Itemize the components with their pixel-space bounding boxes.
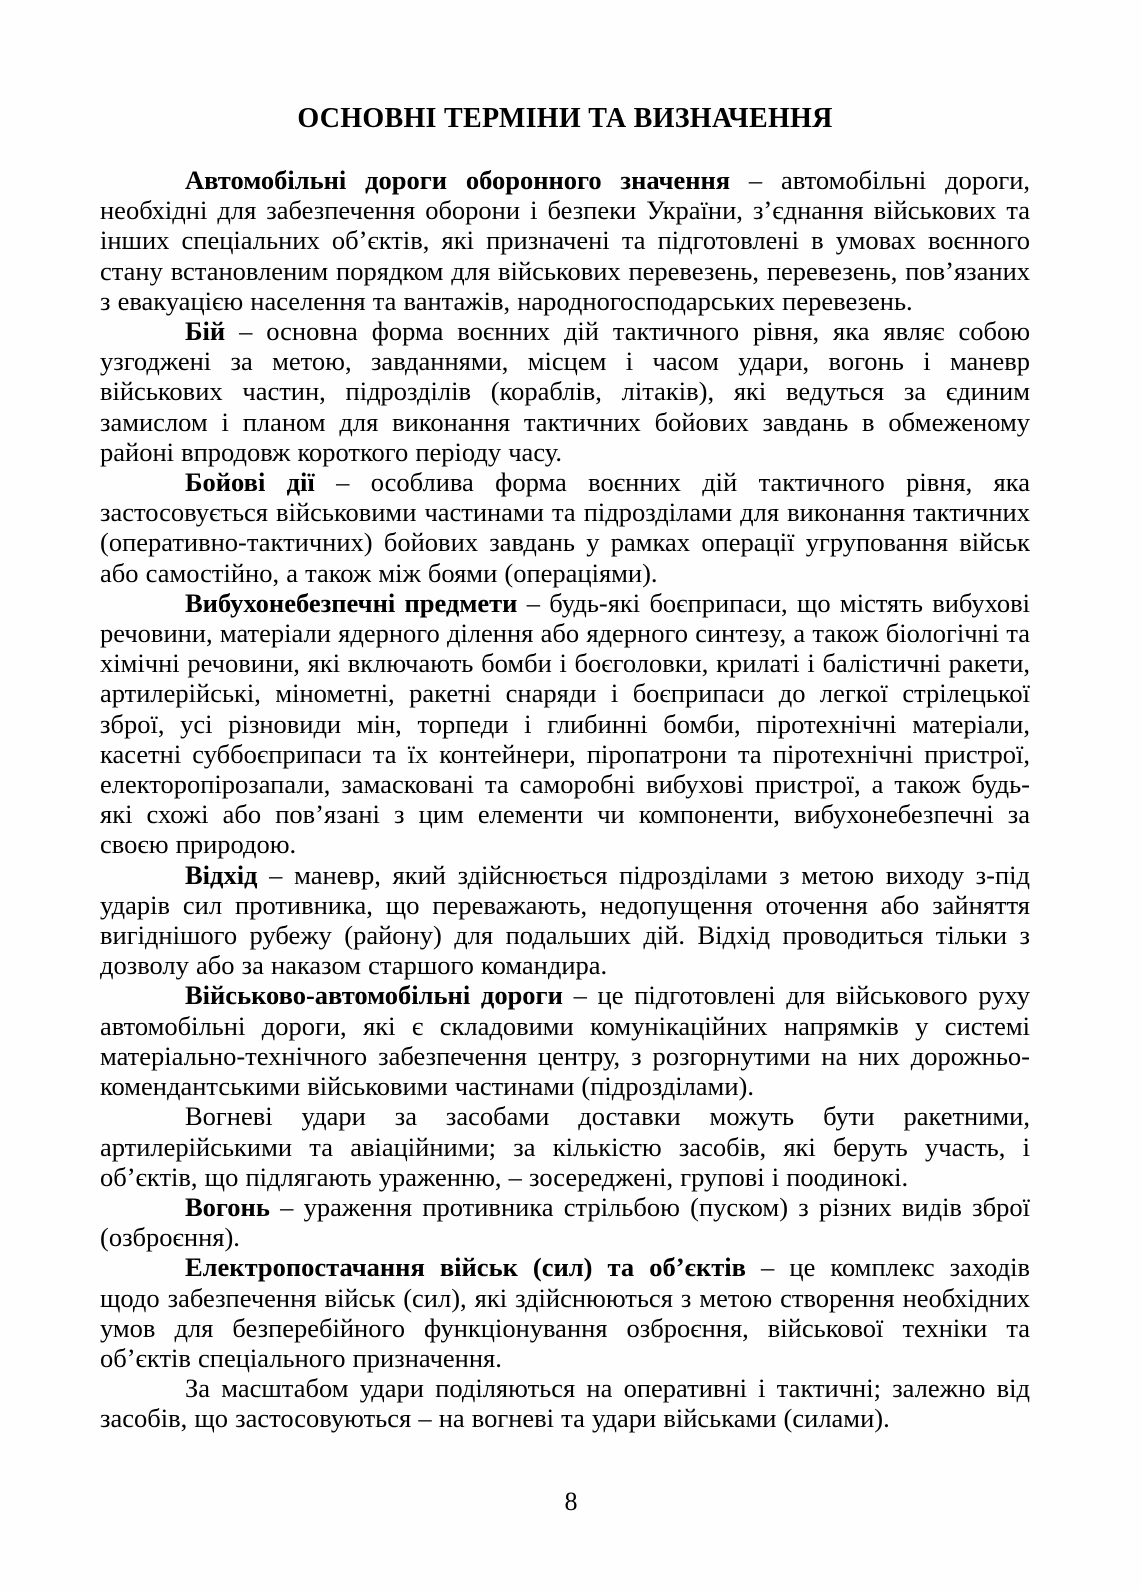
paragraph-fire (100, 1192, 1030, 1252)
paragraph-auto-roads (100, 165, 1030, 316)
page-title: ОСНОВНІ ТЕРМІНИ ТА ВИЗНАЧЕННЯ (297, 103, 833, 134)
paragraph-military-auto-roads (100, 980, 1030, 1101)
paragraph-battle (100, 316, 1030, 467)
term-label: Вибухонебезпечні предмети (185, 587, 518, 618)
term-label: Бій (185, 316, 226, 347)
term-definition: – маневр, який здійснюється підрозділами з метою виходу з-під ударів сил противника, що переважають, недопущення оточення або зайняття вигіднішого рубежу (району) для подальших дій. Відхід проводиться тільки з дозволу або за наказом старшого командира. (100, 859, 1030, 981)
term-label: Відхід (185, 859, 258, 890)
paragraph-withdrawal (100, 860, 1030, 981)
page-number: 8 (564, 1487, 578, 1516)
paragraph-explosive-objects (100, 588, 1030, 860)
term-definition: Вогневі удари за засобами доставки можуть бути ракетними, артилерійськими та авіаційними; за кількістю засобів, які беруть участь, і об’єктів, що підлягають ураженню, – зосереджені, групові і поодинокі. (100, 1101, 1030, 1192)
term-label: Вогонь (185, 1191, 270, 1222)
paragraph-fire-strikes (100, 1101, 1030, 1192)
term-label: Військово-автомобільні дороги (185, 980, 563, 1011)
term-definition: – основна форма воєнних дій тактичного рівня, яка являє собою узгоджені за метою, завданнями, місцем і часом удари, вогонь і маневр військових частин, підрозділів (кораблів, літаків), які ведуться за єдиним замислом і планом для виконання тактичних бойових завдань в обмеженому районі впродовж короткого періоду часу. (100, 316, 1030, 467)
term-definition: – будь-які боєприпаси, що містять вибухові речовини, матеріали ядерного ділення або ядерного синтезу, а також біологічні та хімічні речовини, які включають бомби і боєголовки, крилаті і балістичні ракети, артилерійські, мінометні, ракетні снаряди і боєприпаси до легкої стрілецької зброї, усі різновиди мін, торпеди і глибинні бомби, піротехнічні матеріали, касетні суббоєприпаси та їх контейнери, піропатрони та піротехнічні пристрої, електоропірозапали, замасковані та саморобні вибухові пристрої, а також будь-які схожі або пов’язані з цим елементи чи компоненти, вибухонебезпечні за своєю природою. (100, 587, 1030, 860)
term-definition: – автомобільні дороги, необхідні для забезпечення оборони і безпеки України, з’єднання військових та інших спеціальних об’єктів, які призначені та підготовлені в умовах воєнного стану встановленим порядком для військових перевезень, перевезень, пов’язаних з евакуацією населення та вантажів, народногосподарських перевезень. (100, 165, 1030, 316)
term-definition: – це підготовлені для військового руху автомобільні дороги, які є складовими комунікаційних напрямків у системі матеріально-технічного забезпечення центру, з розгорнутими на них дорожньо-комендантськими військовими частинами (підрозділами). (100, 980, 1030, 1102)
term-label: Бойові дії (185, 467, 315, 498)
paragraph-strike-scale (100, 1373, 1030, 1433)
term-label: Електропостачання військ (сил) та об’єктів (185, 1252, 746, 1283)
term-label: Автомобільні дороги оборонного значення (185, 165, 731, 195)
term-definition: За масштабом удари поділяються на оперативні і тактичні; залежно від засобів, що застосовуються – на вогневі та удари військами (силами). (100, 1373, 1030, 1434)
paragraph-power-supply (100, 1252, 1030, 1373)
document-body (100, 165, 1030, 1434)
term-definition: – особлива форма воєнних дій тактичного рівня, яка застосовується військовими частинами та підрозділами для виконання тактичних (оперативно-тактичних) бойових завдань у рамках операції угруповання військ або самостійно, а також між боями (операціями). (100, 467, 1030, 588)
term-definition: – це комплекс заходів щодо забезпечення військ (сил), які здійснюються з метою створення необхідних умов для безперебійного функціонування озброєння, військової техніки та об’єктів спеціального призначення. (100, 1252, 1030, 1373)
paragraph-combat-actions (100, 467, 1030, 588)
term-definition: – ураження противника стрільбою (пуском) з різних видів зброї (озброєння). (100, 1191, 1030, 1253)
